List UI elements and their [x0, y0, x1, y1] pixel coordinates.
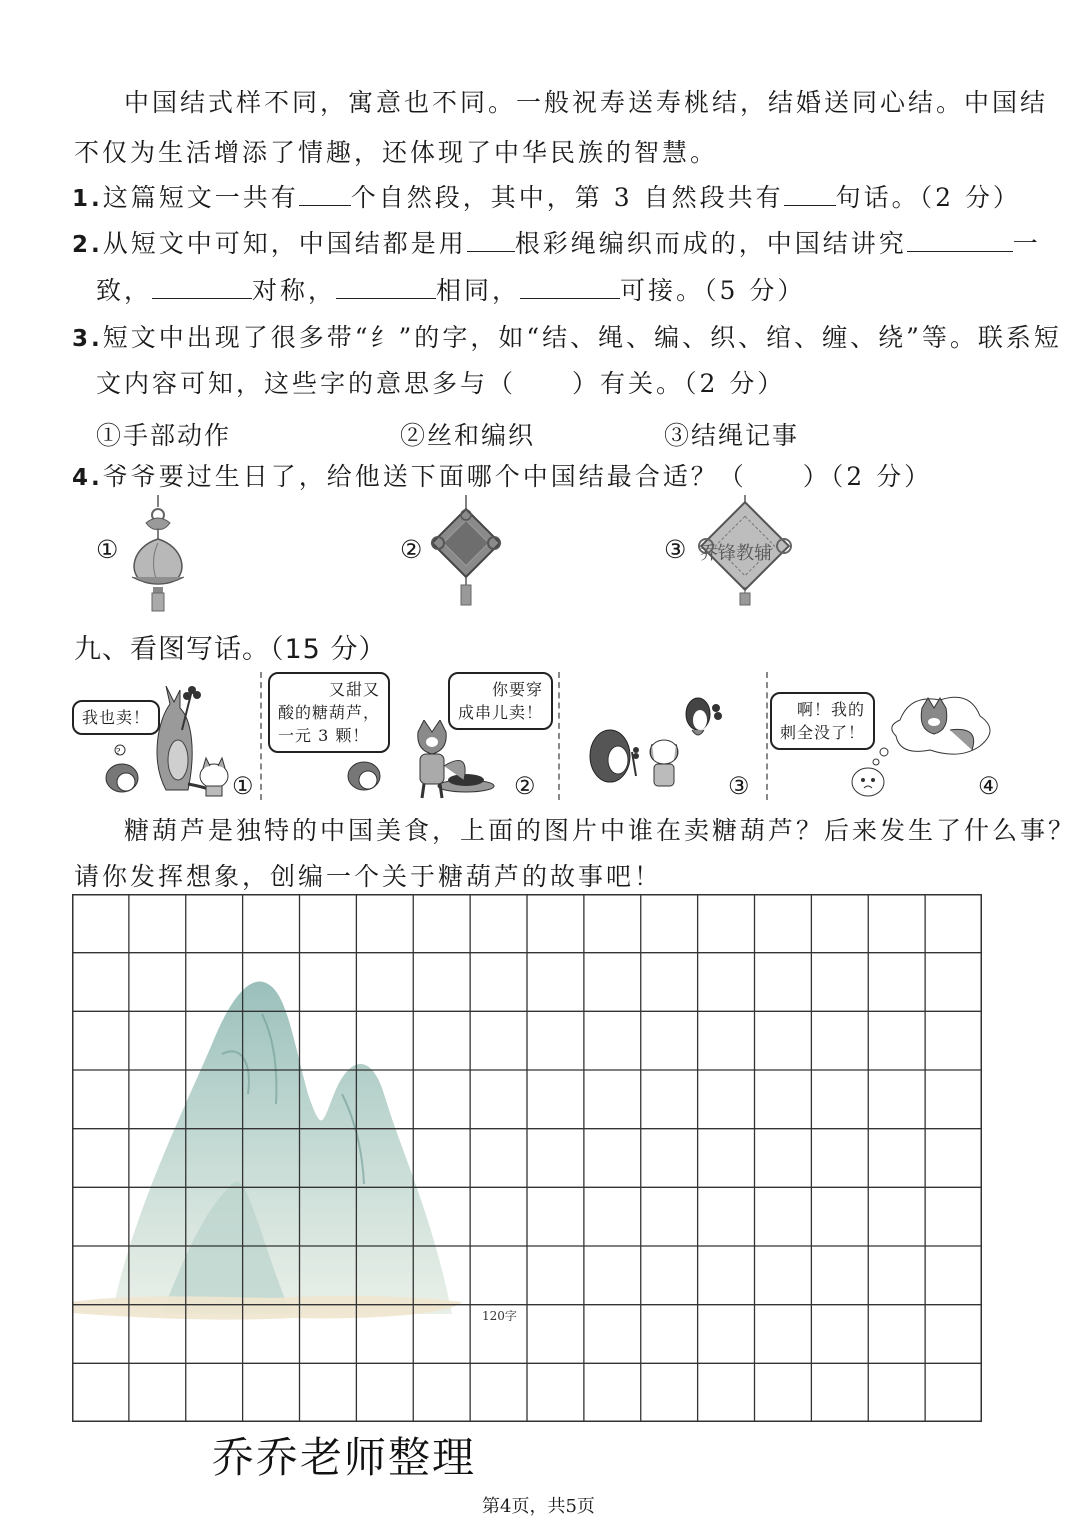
answer-blank[interactable]: [336, 278, 436, 299]
knot-option-3-label[interactable]: ③: [664, 535, 689, 564]
panel-divider: [558, 672, 560, 800]
question-number: 2.: [72, 232, 103, 258]
question-number: 1.: [72, 186, 103, 212]
knot-option-2-label[interactable]: ②: [400, 535, 425, 564]
question-number: 4.: [72, 465, 103, 491]
answer-blank[interactable]: [467, 231, 515, 252]
speech-bubble: 又甜又 酸的糖葫芦， 一元 3 颗！: [268, 672, 390, 753]
answer-blank[interactable]: [784, 185, 836, 206]
question-2-line-1: 2.从短文中可知，中国结都是用 根彩绳编织而成的，中国结讲究 一: [72, 229, 1041, 258]
passage-line-2: 不仅为生活增添了情趣，还体现了中华民族的智慧。: [74, 138, 719, 167]
panel-divider: [260, 672, 262, 800]
writing-prompt-line-2: 请你发挥想象，创编一个关于糖葫芦的故事吧！: [74, 862, 663, 891]
overlay-watermark-text: 乔锋教辅: [700, 543, 772, 564]
panel-number: ②: [514, 772, 536, 800]
mountain-illustration: [72, 982, 462, 1320]
section-title: 九、看图写话。（15 分）: [74, 634, 387, 665]
teacher-watermark: 乔乔老师整理: [212, 1433, 477, 1482]
writing-grid[interactable]: [72, 894, 982, 1422]
question-3-line-1: 3.短文中出现了很多带“纟”的字，如“结、绳、编、织、绾、缠、绕”等。联系短: [72, 323, 1062, 352]
chinese-knot-icon[interactable]: [426, 495, 506, 607]
panel-number: ①: [232, 772, 254, 800]
knot-option-1-label[interactable]: ①: [96, 535, 121, 564]
speech-bubble: 你要穿 成串儿卖！: [448, 672, 553, 730]
fox-and-hedgehog-illustration: [340, 720, 540, 800]
word-limit-marker: 120字: [482, 1309, 517, 1323]
speech-bubble: 我也卖！: [72, 700, 160, 735]
panel-number: ④: [978, 772, 1000, 800]
question-4: 4.爷爷要过生日了，给他送下面哪个中国结最合适？（ ）（2 分）: [72, 462, 933, 491]
peach-knot-icon[interactable]: [122, 495, 194, 613]
passage-line-1: 中国结式样不同，寓意也不同。一般祝寿送寿桃结，结婚送同心结。中国结: [124, 88, 1049, 117]
writing-prompt-line-1: 糖葫芦是独特的中国美食，上面的图片中谁在卖糖葫芦？后来发生了什么事？: [124, 816, 1077, 845]
hedgehog-penguin-dog-illustration: [580, 690, 730, 800]
answer-blank[interactable]: [907, 231, 1013, 252]
question-1: 1.这篇短文一共有 个自然段，其中，第 3 自然段共有 句话。（2 分）: [72, 183, 1021, 212]
panel-divider: [766, 672, 768, 800]
option-3[interactable]: ③结绳记事: [664, 421, 800, 450]
question-number: 3.: [72, 326, 103, 352]
answer-blank[interactable]: [299, 185, 351, 206]
question-2-line-2: 致， 对称， 相同， 可接。（5 分）: [96, 276, 806, 305]
svg-text:?: ?: [116, 747, 121, 756]
answer-blank[interactable]: [520, 278, 620, 299]
option-2[interactable]: ②丝和编织: [400, 421, 536, 450]
page-footer: 第4页，共5页: [482, 1496, 595, 1517]
answer-blank[interactable]: [152, 278, 252, 299]
option-1[interactable]: ①手部动作: [96, 421, 232, 450]
panel-number: ③: [728, 772, 750, 800]
question-3-line-2: 文内容可知，这些字的意思多与（ ）有关。（2 分）: [96, 369, 786, 398]
speech-bubble: 啊！我的 刺全没了！: [770, 692, 875, 750]
